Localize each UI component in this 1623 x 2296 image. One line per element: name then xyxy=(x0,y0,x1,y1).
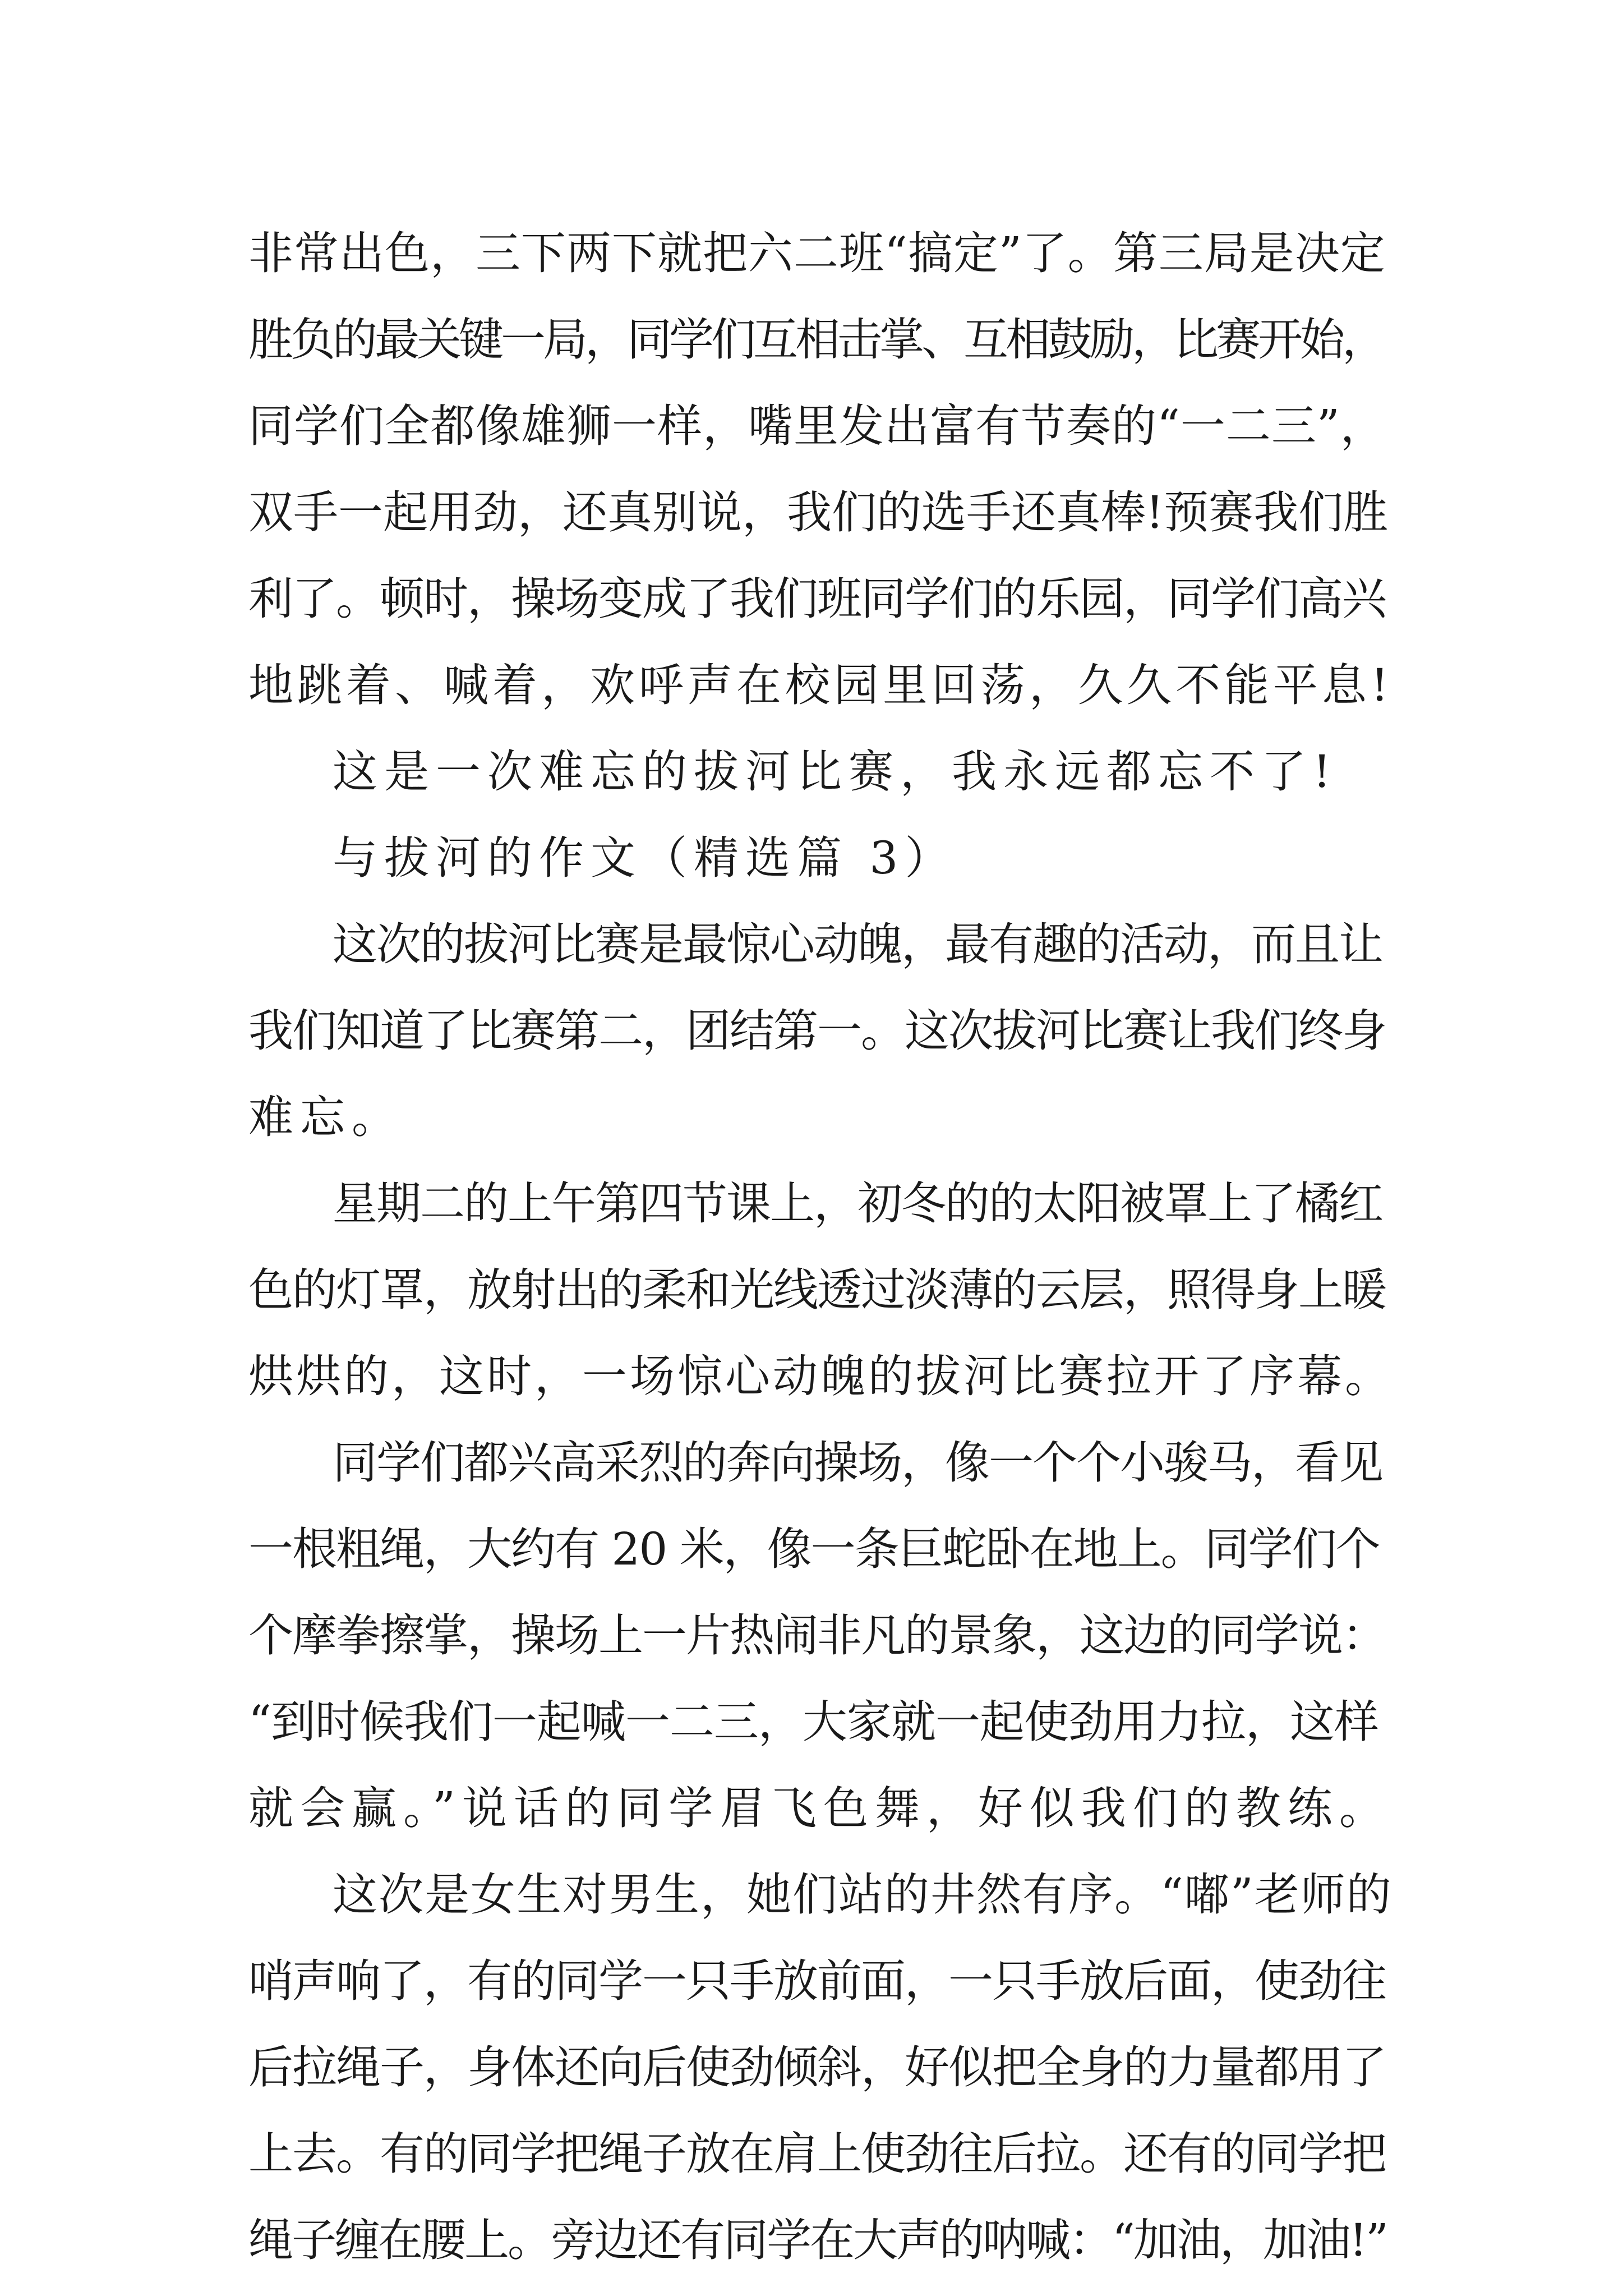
text-line: 哨声响了，有的同学一只手放前面，一只手放后面，使劲往 xyxy=(248,1955,1386,2007)
text-line: 上去。有的同学把绳子放在肩上使劲往后拉。还有的同学把 xyxy=(248,2128,1386,2180)
document-body xyxy=(248,210,1393,2284)
text-line: 色的灯罩，放射出的柔和光线透过淡薄的云层，照得身上暖 xyxy=(248,1264,1386,1316)
text-line: “到时候我们一起喊一二三，大家就一起使劲用力拉，这样 xyxy=(248,1696,1378,1748)
text-line: 个摩拳擦掌，操场上一片热闹非凡的景象，这边的同学说： xyxy=(248,1609,1386,1662)
text-line: 同学们都兴高采烈的奔向操场，像一个个小骏马，看见 xyxy=(333,1437,1382,1489)
text-line: 这是一次难忘的拔河比赛，我永远都忘不了! xyxy=(333,746,1338,798)
text-line: 难忘。 xyxy=(248,1091,403,1143)
text-line: 地跳着、喊着，欢呼声在校园里回荡，久久不能平息! xyxy=(248,659,1393,711)
text-line: 后拉绳子，身体还向后使劲倾斜，好似把全身的力量都用了 xyxy=(248,2041,1386,2093)
text-line: 利了。顿时，操场变成了我们班同学们的乐园，同学们高兴 xyxy=(248,573,1386,625)
text-line: 双手一起用劲，还真别说，我们的选手还真棒!预赛我们胜 xyxy=(248,486,1389,539)
text-line: 同学们全都像雄狮一样，嘴里发出富有节奏的“一二三”， xyxy=(248,400,1386,452)
text-line: 烘烘的，这时，一场惊心动魄的拔河比赛拉开了序幕。 xyxy=(248,1350,1393,1402)
text-line: 星期二的上午第四节课上，初冬的的太阳被罩上了橘红 xyxy=(333,1177,1382,1230)
text-line: 这次的拔河比赛是最惊心动魄，最有趣的活动，而且让 xyxy=(333,918,1382,970)
text-line: 绳子缠在腰上。旁边还有同学在大声的呐喊：“加油，加油!” xyxy=(248,2214,1387,2266)
text-line: 非常出色，三下两下就把六二班“搞定”了。第三局是决定 xyxy=(248,227,1386,279)
text-line: 一根粗绳，大约有 20 米，像一条巨蛇卧在地上。同学们个 xyxy=(248,1523,1380,1575)
text-line: 这次是女生对男生，她们站的井然有序。“嘟”老师的 xyxy=(333,1869,1393,1921)
section-heading: 与拔河的作文（精选篇 3） xyxy=(333,832,957,884)
text-line: 胜负的最关键一局，同学们互相击掌、互相鼓励，比赛开始， xyxy=(248,314,1384,366)
text-line: 我们知道了比赛第二，团结第一。这次拔河比赛让我们终身 xyxy=(248,1005,1386,1057)
text-line: 就会赢。”说话的同学眉飞色舞，好似我们的教练。 xyxy=(248,1782,1391,1834)
